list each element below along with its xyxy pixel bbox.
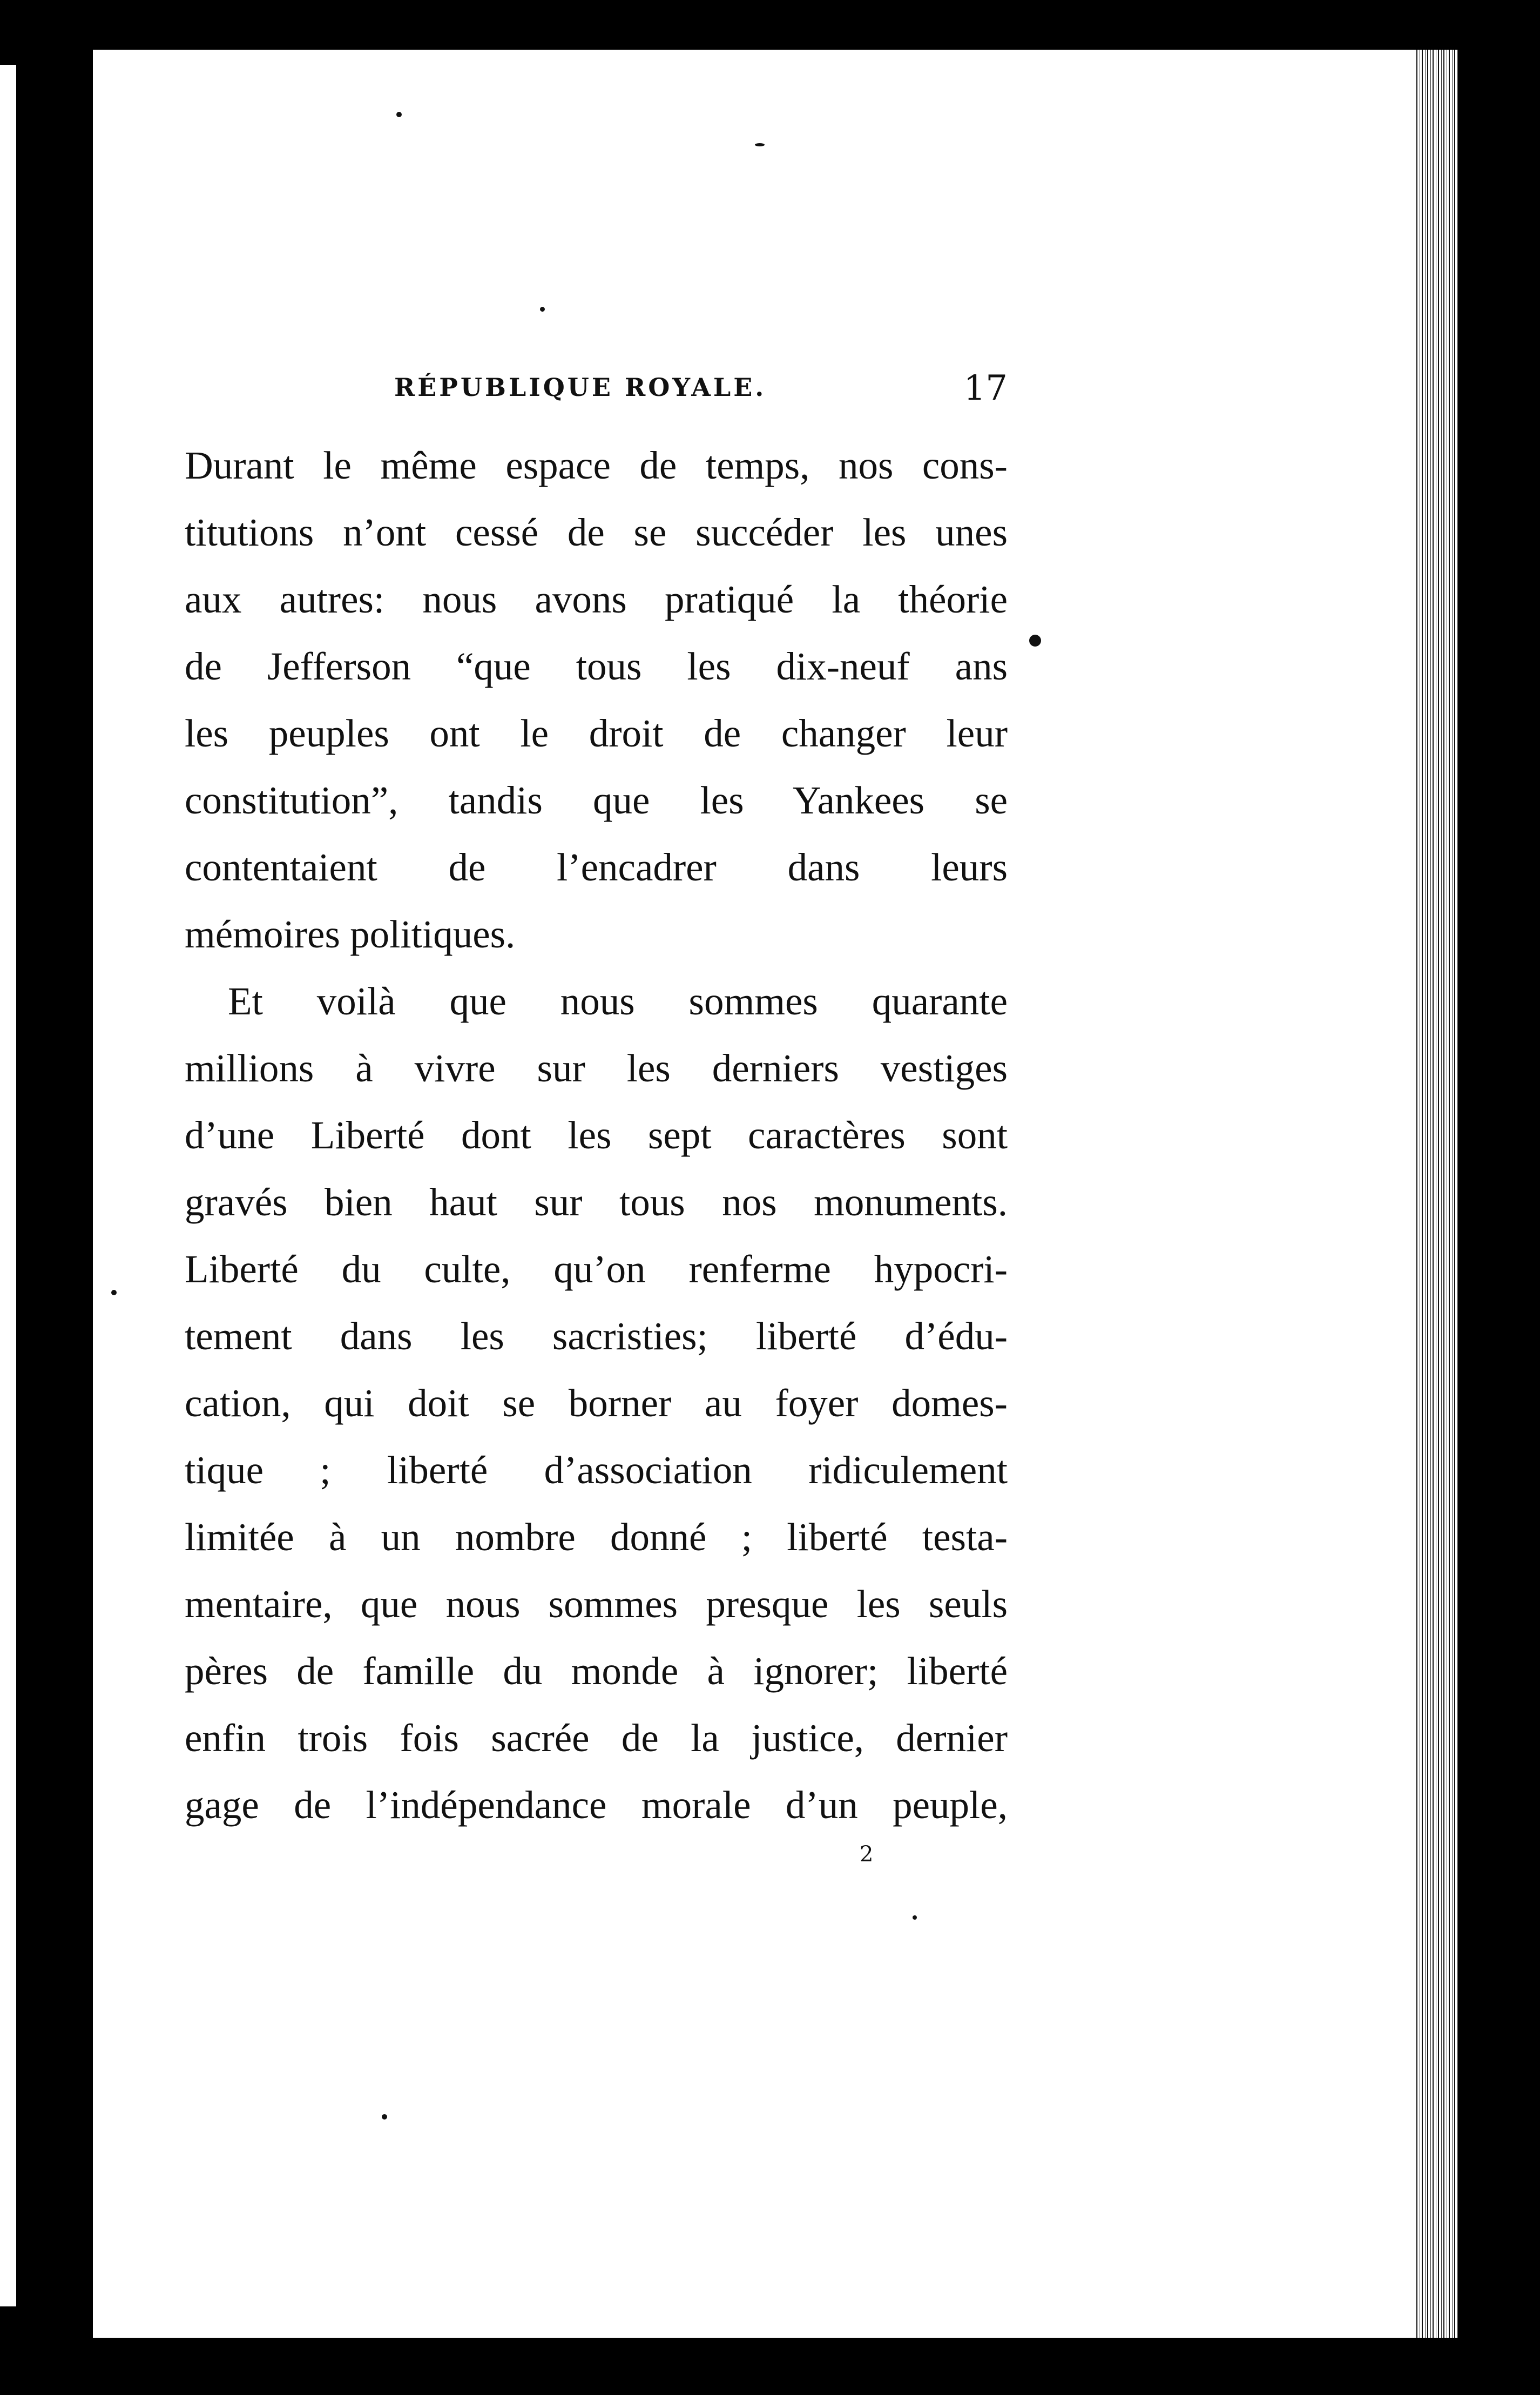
text-line: d’une Liberté dont les sept caractères sont: [185, 1113, 1008, 1157]
running-title: RÉPUBLIQUE ROYALE.: [394, 373, 767, 402]
text-line: gravés bien haut sur tous nos monuments.: [185, 1180, 1008, 1224]
ink-speck: [1029, 635, 1041, 647]
page-left-margin-strip: [0, 65, 16, 2306]
signature-mark: 2: [860, 1842, 874, 1867]
text-line: de Jefferson “que tous les dix-neuf ans: [185, 644, 1008, 688]
text-line: Liberté du culte, qu’on renferme hypocri-: [185, 1247, 1008, 1291]
text-line: aux autres: nous avons pratiqué la théorie: [185, 577, 1008, 621]
text-line: tement dans les sacristies; liberté d’édu-: [185, 1314, 1008, 1358]
text-line: pères de famille du monde à ignorer; liberté: [185, 1649, 1008, 1693]
page-edge-shadow: [1415, 50, 1458, 2338]
ink-speck: [382, 2114, 387, 2120]
text-line: gage de l’indépendance morale d’un peuple,: [185, 1783, 1008, 1827]
text-line: enfin trois fois sacrée de la justice, dernier: [185, 1716, 1008, 1760]
text-line: limitée à un nombre donné ; liberté testa-: [185, 1515, 1008, 1559]
text-line: mémoires politiques.: [185, 912, 516, 956]
ink-speck: [540, 307, 545, 312]
text-line: Et voilà que nous sommes quarante: [228, 979, 1008, 1023]
ink-speck: [913, 1915, 917, 1920]
text-line: tique ; liberté d’association ridiculement: [185, 1448, 1008, 1492]
text-line: cation, qui doit se borner au foyer domes-: [185, 1381, 1008, 1425]
text-line: titutions n’ont cessé de se succéder les unes: [185, 510, 1008, 554]
text-line: les peuples ont le droit de changer leur: [185, 711, 1008, 755]
text-line: Durant le même espace de temps, nos cons-: [185, 443, 1008, 487]
ink-speck: [396, 112, 402, 117]
body-text: [185, 432, 1008, 1839]
ink-speck: [755, 143, 765, 146]
text-line: constitution”, tandis que les Yankees se: [185, 778, 1008, 822]
text-line: contentaient de l’encadrer dans leurs: [185, 845, 1008, 889]
ink-speck: [111, 1290, 117, 1295]
page-header: [185, 368, 1008, 421]
text-line: mentaire, que nous sommes presque les seuls: [185, 1582, 1008, 1626]
page-number: 17: [963, 368, 1008, 408]
text-line: millions à vivre sur les derniers vestiges: [185, 1046, 1008, 1090]
